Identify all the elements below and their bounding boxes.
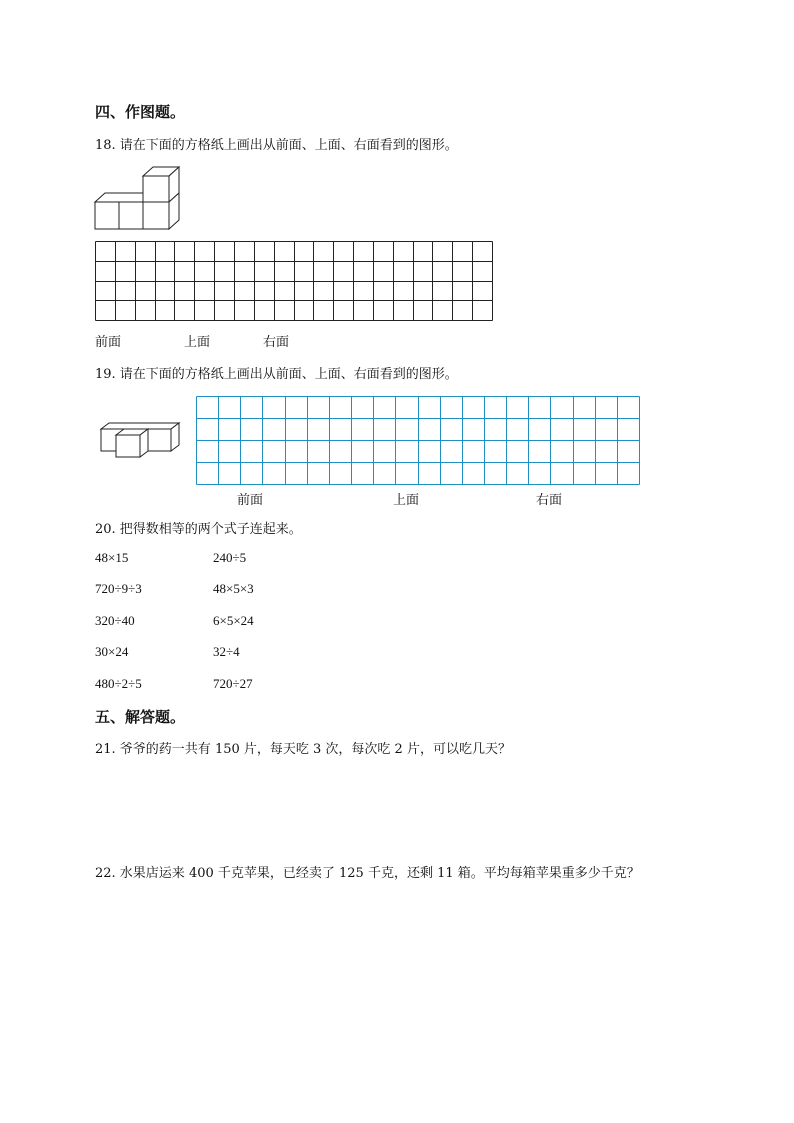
q20-right-expr: 240÷5	[213, 550, 247, 565]
q19-label-top: 上面	[393, 493, 420, 508]
question-20-text: 20. 把得数相等的两个式子连起来。	[95, 522, 302, 537]
q19-label-front: 前面	[237, 493, 264, 508]
q18-cube-figure	[95, 167, 185, 233]
q18-label-top: 上面	[184, 335, 211, 350]
q18-grid-paper	[95, 241, 493, 321]
q19-label-right: 右面	[536, 493, 563, 508]
q20-right-expr: 720÷27	[213, 676, 253, 691]
q20-right-expr: 6×5×24	[213, 613, 254, 628]
question-21-text: 21. 爷爷的药一共有 150 片，每天吃 3 次，每次吃 2 片，可以吃几天？	[95, 742, 511, 757]
q19-cube-figure	[101, 421, 181, 461]
q19-grid-paper	[196, 396, 640, 485]
q20-left-expr: 30×24	[95, 644, 129, 659]
q20-left-expr: 48×15	[95, 550, 129, 565]
question-19-text: 19. 请在下面的方格纸上画出从前面、上面、右面看到的图形。	[95, 367, 458, 382]
q20-left-expr: 320÷40	[95, 613, 135, 628]
question-22-text: 22. 水果店运来 400 千克苹果，已经卖了 125 千克，还剩 11 箱。平均每箱苹果重多少千克？	[95, 866, 640, 881]
section-title-answers: 五、解答题。	[95, 708, 186, 726]
q18-label-right: 右面	[263, 335, 290, 350]
q20-left-expr: 480÷2÷5	[95, 676, 142, 691]
q20-right-expr: 32÷4	[213, 644, 240, 659]
section-title-drawing: 四、作图题。	[95, 103, 186, 121]
q18-label-front: 前面	[95, 335, 122, 350]
q20-right-expr: 48×5×3	[213, 581, 254, 596]
question-18-text: 18. 请在下面的方格纸上画出从前面、上面、右面看到的图形。	[95, 138, 458, 153]
q20-left-expr: 720÷9÷3	[95, 581, 142, 596]
